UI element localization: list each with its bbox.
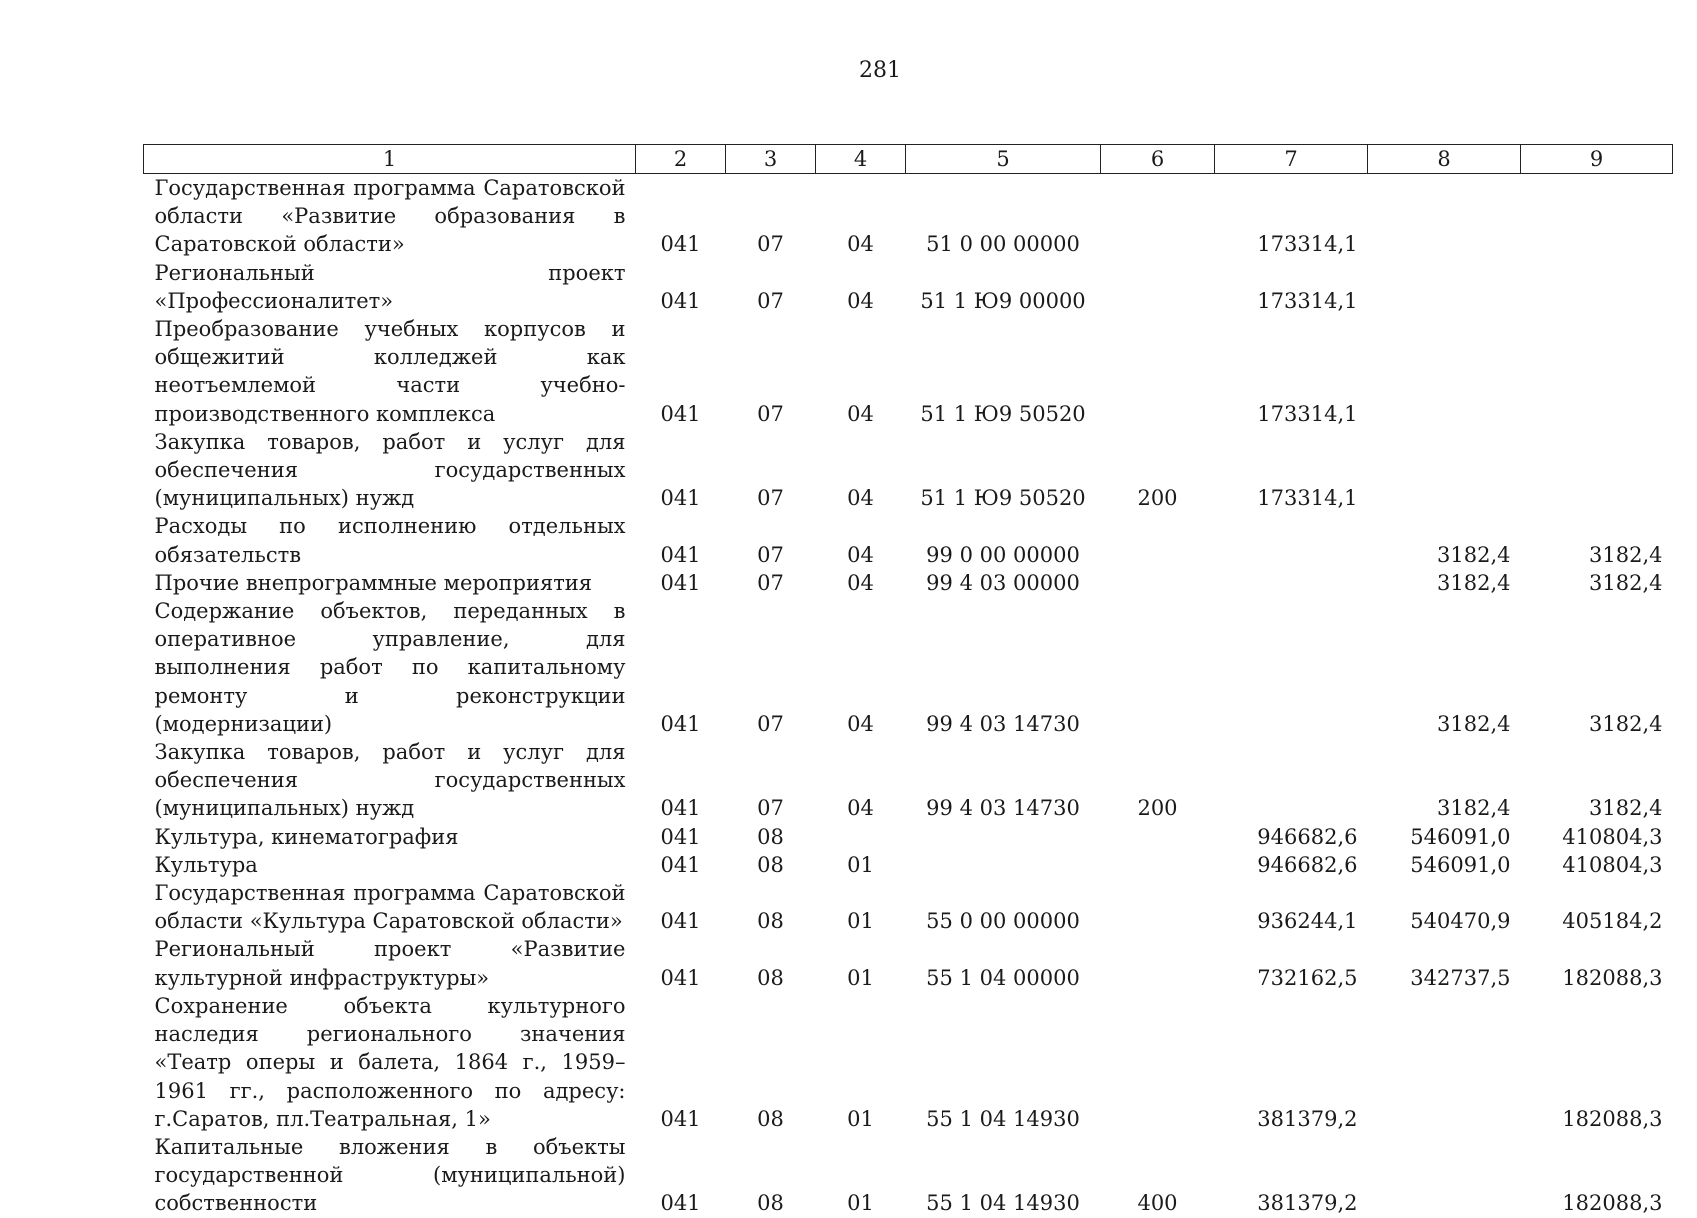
amount-col7-cell	[1215, 597, 1368, 738]
subsection-code-cell: 04	[847, 401, 874, 426]
expense-type-cell	[1101, 174, 1215, 259]
row-name-cell: Региональный проект «Развитие культурной инфраструктуры»	[154, 937, 626, 990]
amount-col8-cell: 546091,0	[1410, 824, 1511, 849]
subsection-code-cell: 04	[847, 288, 874, 313]
amount-col9-cell	[1521, 174, 1673, 259]
target-article-cell: 55 1 04 14930	[926, 1106, 1080, 1131]
amount-col8-cell: 540470,9	[1410, 909, 1511, 934]
target-article-cell: 55 1 04 14930	[926, 1191, 1080, 1216]
section-code-cell: 07	[757, 711, 784, 736]
amount-col9-cell: 405184,2	[1562, 909, 1663, 934]
row-name-cell: Закупка товаров, работ и услуг для обеспечения государственных (муниципальных) нужд	[154, 429, 626, 511]
section-code-cell: 08	[757, 1191, 784, 1216]
target-article-cell: 55 0 00 00000	[926, 909, 1080, 934]
expense-type-cell	[1101, 315, 1215, 428]
ministry-code-cell: 041	[660, 965, 701, 990]
subsection-code-cell	[816, 823, 906, 851]
amount-col9-cell: 3182,4	[1589, 711, 1663, 736]
row-name-cell: Капитальные вложения в объекты государственной (муниципальной) собственности	[154, 1134, 626, 1216]
expense-type-cell	[1101, 992, 1215, 1133]
expense-type-cell	[1101, 597, 1215, 738]
subsection-code-cell: 04	[847, 796, 874, 821]
ministry-code-cell: 041	[660, 486, 701, 511]
amount-col7-cell: 936244,1	[1257, 909, 1358, 934]
section-code-cell: 08	[757, 1106, 784, 1131]
header-row	[144, 145, 1673, 174]
ministry-code-cell: 041	[660, 796, 701, 821]
row-name-cell: Закупка товаров, работ и услуг для обеспечения государственных (муниципальных) нужд	[154, 740, 626, 821]
section-code-cell: 07	[757, 401, 784, 426]
ministry-code-cell: 041	[660, 401, 701, 426]
ministry-code-cell: 041	[660, 570, 701, 595]
table-row	[144, 823, 1673, 851]
ministry-code-cell: 041	[660, 542, 701, 567]
expense-type-cell: 200	[1137, 796, 1178, 821]
amount-col8-cell	[1368, 259, 1521, 315]
ministry-code-cell: 041	[660, 852, 701, 877]
target-article-cell: 99 4 03 14730	[926, 711, 1080, 736]
section-code-cell: 07	[757, 796, 784, 821]
amount-col9-cell	[1521, 259, 1673, 315]
target-article-cell	[906, 823, 1101, 851]
subsection-code-cell: 01	[847, 852, 874, 877]
amount-col9-cell: 3182,4	[1589, 796, 1663, 821]
amount-col9-cell: 3182,4	[1589, 542, 1663, 567]
amount-col9-cell	[1521, 428, 1673, 513]
subsection-code-cell: 01	[847, 1191, 874, 1216]
row-name-cell: Культура, кинематография	[154, 824, 459, 849]
section-code-cell: 07	[757, 486, 784, 511]
amount-col7-cell: 381379,2	[1257, 1191, 1358, 1216]
amount-col8-cell	[1368, 428, 1521, 513]
amount-col9-cell	[1521, 315, 1673, 428]
amount-col9-cell: 410804,3	[1562, 852, 1663, 877]
table-row	[144, 597, 1673, 738]
ministry-code-cell: 041	[660, 1106, 701, 1131]
section-code-cell: 08	[757, 852, 784, 877]
ministry-code-cell: 041	[660, 1191, 701, 1216]
row-name-cell: Прочие внепрограммные мероприятия	[154, 570, 593, 595]
column-header-6: 6	[1101, 145, 1215, 174]
target-article-cell: 55 1 04 00000	[926, 965, 1080, 990]
table-row	[144, 174, 1673, 259]
column-header-2: 2	[636, 145, 726, 174]
ministry-code-cell: 041	[660, 909, 701, 934]
amount-col8-cell: 342737,5	[1410, 965, 1511, 990]
ministry-code-cell: 041	[660, 711, 701, 736]
column-header-8: 8	[1368, 145, 1521, 174]
budget-table	[143, 144, 1673, 1218]
row-name-cell: Культура	[154, 852, 258, 877]
column-header-5: 5	[906, 145, 1101, 174]
expense-type-cell	[1101, 823, 1215, 851]
column-header-9: 9	[1521, 145, 1673, 174]
amount-col8-cell	[1368, 992, 1521, 1133]
subsection-code-cell: 04	[847, 570, 874, 595]
subsection-code-cell: 04	[847, 711, 874, 736]
table-row	[144, 851, 1673, 879]
ministry-code-cell: 041	[660, 288, 701, 313]
amount-col7-cell: 732162,5	[1257, 965, 1358, 990]
page-number: 281	[859, 58, 901, 83]
amount-col9-cell: 410804,3	[1562, 824, 1663, 849]
row-name-cell: Содержание объектов, переданных в оперативное управление, для выполнения работ по капитальному ремонту и реконструкции (модернизации)	[154, 599, 626, 736]
subsection-code-cell: 01	[847, 1106, 874, 1131]
amount-col7-cell: 946682,6	[1257, 852, 1358, 877]
ministry-code-cell: 041	[660, 824, 701, 849]
expense-type-cell	[1101, 879, 1215, 935]
table-row	[144, 935, 1673, 991]
section-code-cell: 08	[757, 965, 784, 990]
row-name-cell: Региональный проект «Профессионалитет»	[154, 260, 626, 313]
subsection-code-cell: 04	[847, 542, 874, 567]
expense-type-cell	[1101, 569, 1215, 597]
amount-col8-cell	[1368, 174, 1521, 259]
amount-col8-cell: 3182,4	[1437, 711, 1511, 736]
expense-type-cell	[1101, 935, 1215, 991]
amount-col7-cell: 381379,2	[1257, 1106, 1358, 1131]
column-header-3: 3	[726, 145, 816, 174]
section-code-cell: 07	[757, 232, 784, 257]
expense-type-cell: 200	[1137, 486, 1178, 511]
row-name-cell: Расходы по исполнению отдельных обязательств	[154, 514, 626, 567]
amount-col9-cell: 3182,4	[1589, 570, 1663, 595]
expense-type-cell	[1101, 512, 1215, 568]
table-body	[144, 174, 1673, 1218]
amount-col9-cell: 182088,3	[1562, 1191, 1663, 1216]
target-article-cell: 99 4 03 14730	[926, 796, 1080, 821]
subsection-code-cell: 01	[847, 965, 874, 990]
table-header	[144, 145, 1673, 174]
amount-col8-cell: 3182,4	[1437, 570, 1511, 595]
column-header-4: 4	[816, 145, 906, 174]
section-code-cell: 08	[757, 909, 784, 934]
table-row	[144, 259, 1673, 315]
amount-col7-cell: 173314,1	[1257, 232, 1358, 257]
target-article-cell	[906, 851, 1101, 879]
expense-type-cell: 400	[1137, 1191, 1178, 1216]
amount-col9-cell: 182088,3	[1562, 965, 1663, 990]
amount-col7-cell: 173314,1	[1257, 401, 1358, 426]
section-code-cell: 07	[757, 570, 784, 595]
subsection-code-cell: 04	[847, 486, 874, 511]
amount-col7-cell	[1215, 569, 1368, 597]
amount-col7-cell: 946682,6	[1257, 824, 1358, 849]
table-row	[144, 512, 1673, 568]
table-row	[144, 738, 1673, 823]
target-article-cell: 51 0 00 00000	[926, 232, 1080, 257]
subsection-code-cell: 04	[847, 232, 874, 257]
target-article-cell: 51 1 Ю9 50520	[920, 486, 1086, 511]
amount-col8-cell	[1368, 1133, 1521, 1218]
amount-col8-cell	[1368, 315, 1521, 428]
amount-col9-cell: 182088,3	[1562, 1106, 1663, 1131]
section-code-cell: 07	[757, 542, 784, 567]
section-code-cell: 07	[757, 288, 784, 313]
target-article-cell: 51 1 Ю9 50520	[920, 401, 1086, 426]
amount-col8-cell: 546091,0	[1410, 852, 1511, 877]
amount-col7-cell	[1215, 738, 1368, 823]
amount-col8-cell: 3182,4	[1437, 796, 1511, 821]
expense-type-cell	[1101, 851, 1215, 879]
column-header-7: 7	[1215, 145, 1368, 174]
table-row	[144, 879, 1673, 935]
table-row	[144, 428, 1673, 513]
target-article-cell: 99 0 00 00000	[926, 542, 1080, 567]
table-row	[144, 315, 1673, 428]
amount-col8-cell: 3182,4	[1437, 542, 1511, 567]
amount-col7-cell	[1215, 512, 1368, 568]
table-row	[144, 1133, 1673, 1218]
ministry-code-cell: 041	[660, 232, 701, 257]
table-row	[144, 569, 1673, 597]
amount-col7-cell: 173314,1	[1257, 486, 1358, 511]
section-code-cell: 08	[757, 824, 784, 849]
row-name-cell: Государственная программа Саратовской области «Культура Саратовской области»	[154, 881, 626, 934]
row-name-cell: Сохранение объекта культурного наследия регионального значения «Театр оперы и балета, 1864 г., 1959–1961 гг., расположенного по адресу: г.Саратов, пл.Театральная, 1»	[154, 993, 626, 1131]
expense-type-cell	[1101, 259, 1215, 315]
amount-col7-cell: 173314,1	[1257, 288, 1358, 313]
row-name-cell: Преобразование учебных корпусов и общежитий колледжей как неотъемлемой части учебно-производственного комплекса	[154, 317, 626, 426]
subsection-code-cell: 01	[847, 909, 874, 934]
target-article-cell: 99 4 03 00000	[926, 570, 1080, 595]
column-header-1: 1	[144, 145, 636, 174]
target-article-cell: 51 1 Ю9 00000	[920, 288, 1086, 313]
table-row	[144, 992, 1673, 1133]
row-name-cell: Государственная программа Саратовской области «Развитие образования в Саратовской области»	[154, 176, 626, 257]
